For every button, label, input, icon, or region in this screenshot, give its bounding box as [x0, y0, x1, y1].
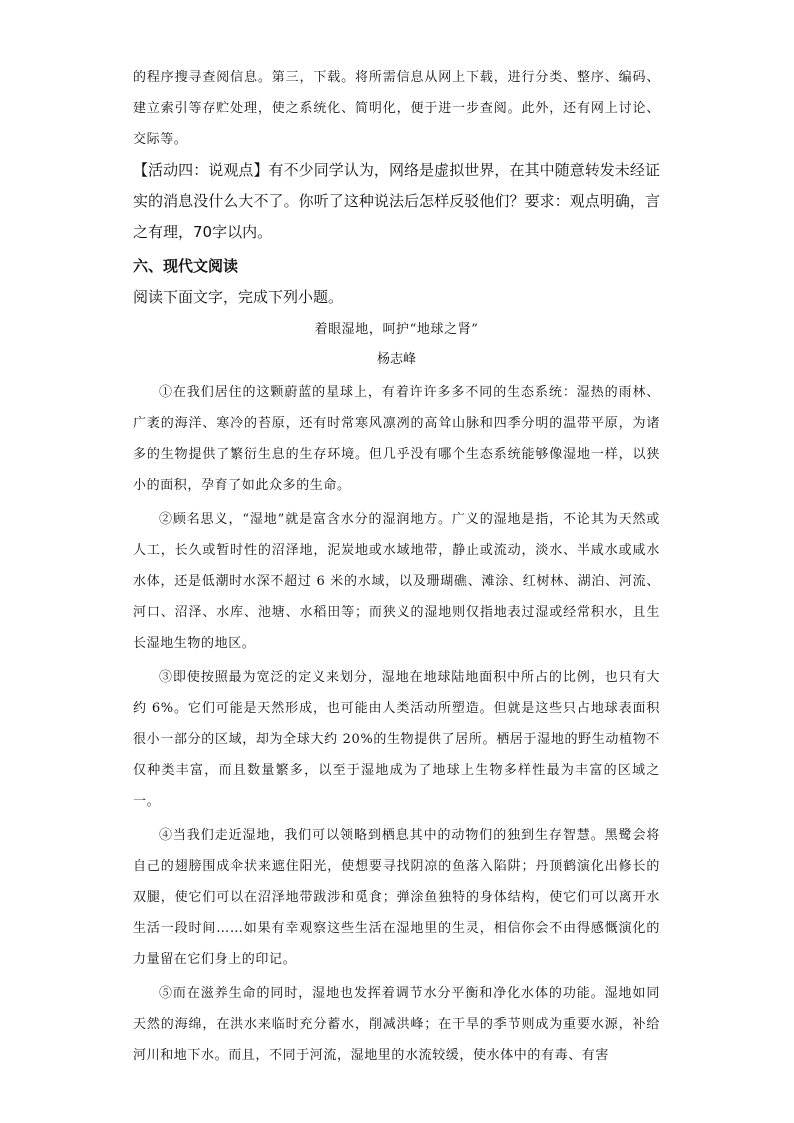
section-heading: 六、现代文阅读	[133, 257, 239, 275]
article-paragraph-3: ③即使按照最为宽泛的定义来划分，湿地在地球陆地面积中所占的比例，也只有大约 6%。它们可能是天然形成，也可能由人类活动所塑造。但就是这些只占地球表面积很小一部分的区域，却为全球大约 20%的生物提供了居所。栖居于湿地的野生动植物不仅种类丰富，而且数量繁多，以至于湿地成为了地球上生物多样性最为丰富的区域之一。	[133, 670, 660, 809]
continuation-paragraph: 的程序搜寻查阅信息。第三，下载。将所需信息从网上下载，进行分类、整序、编码、建立索引等存贮处理，使之系统化、简明化，便于进一步查阅。此外，还有网上讨论、交际等。	[133, 70, 660, 147]
article-paragraph-5: ⑤而在滋养生命的同时，湿地也发挥着调节水分平衡和净化水体的功能。湿地如同天然的海绵，在洪水来临时充分蓄水，削减洪峰；在干旱的季节则成为重要水源，补给河川和地下水。而且，不同于河流，湿地里的水流较缓，使水体中的有毒、有害	[133, 986, 660, 1063]
activity4-label: 【活动四：说观点】	[133, 161, 269, 179]
activity4-text: 有不少同学认为，网络是虚拟世界，在其中随意转发未经证实的消息没什么大不了。你听了这种说法后怎样反驳他们？要求：观点明确，言之有理，70字以内。	[133, 161, 660, 241]
activity4-paragraph	[133, 155, 660, 248]
page-content	[133, 62, 660, 1074]
article-author: 杨志峰	[376, 352, 416, 367]
article-paragraph-4: ④当我们走近湿地，我们可以领略到栖息其中的动物们的独到生存智慧。黑鹭会将自己的翅膀围成伞状来遮住阳光，使想要寻找阴凉的鱼落入陷阱；丹顶鹤演化出修长的双腿，使它们可以在沼泽地带跋涉和觅食；弹涂鱼独特的身体结构，使它们可以离开水生活一段时间……如果有幸观察这些生活在湿地里的生灵，相信你会不由得感慨演化的力量留在它们身上的印记。	[133, 828, 660, 967]
reading-instruction: 阅读下面文字，完成下列小题。	[133, 288, 344, 306]
article-title: 着眼湿地，呵护“地球之肾”	[314, 322, 479, 337]
article-paragraph-1: ①在我们居住的这颗蔚蓝的星球上，有着许许多多不同的生态系统：湿热的雨林、广袤的海洋、寒冷的苔原，还有时常寒风凛冽的高耸山脉和四季分明的温带平原，为诸多的生物提供了繁衍生息的生存环境。但几乎没有哪个生态系统能够像湿地一样，以狭小的面积，孕育了如此众多的生命。	[133, 385, 660, 493]
article-paragraph-2: ②顾名思义，“湿地”就是富含水分的湿润地方。广义的湿地是指，不论其为天然或人工，长久或暂时性的沼泽地，泥炭地或水域地带，静止或流动，淡水、半咸水或咸水水体，还是低潮时水深不超过 6 米的水域，以及珊瑚礁、滩涂、红树林、湖泊、河流、河口、沼泽、水库、池塘、水稻田等；而狭义的湿地则仅指地表过湿或经常积水，且生长湿地生物的地区。	[133, 512, 660, 651]
